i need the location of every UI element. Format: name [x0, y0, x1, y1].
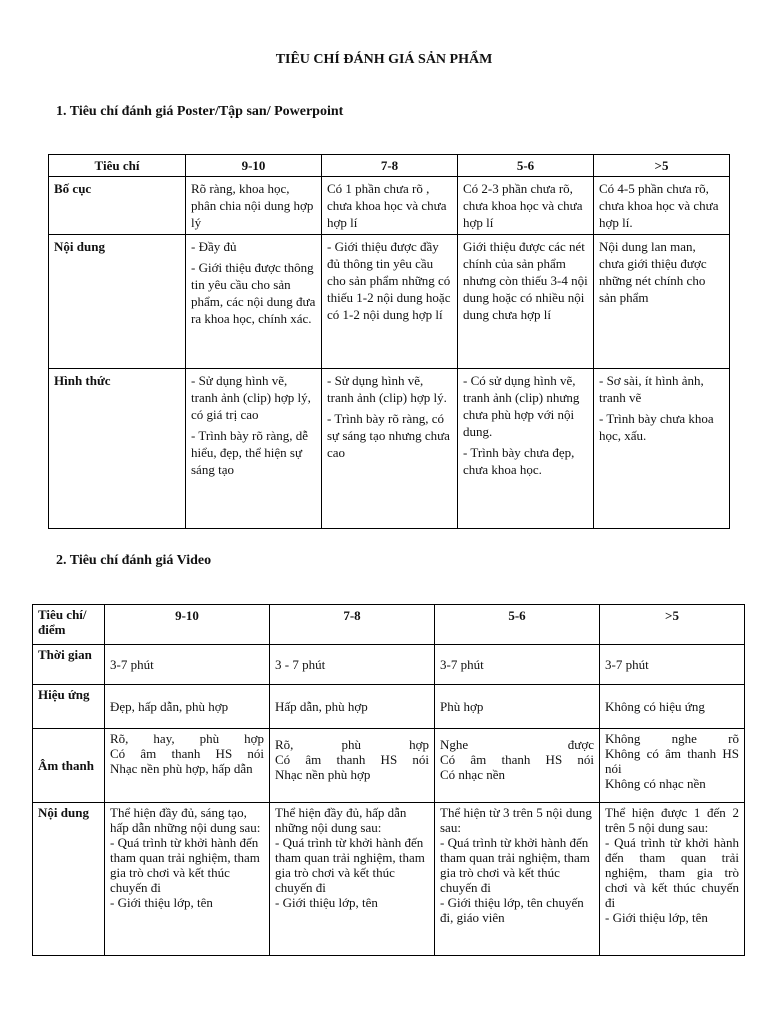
cell-line: Không có âm thanh HS nói: [605, 746, 739, 776]
header-cell: Tiêu chí/ điểm: [33, 605, 105, 645]
cell-line: Rõ, phù hợp: [275, 737, 429, 752]
cell-line: - Quá trình từ khởi hành đến tham quan trải nghiệm, tham gia trò chơi và kết thúc chuyến đi: [605, 835, 739, 910]
table-cell: [600, 729, 745, 803]
cell-line: Nhạc nền phù hợp: [275, 767, 371, 782]
section-2-title: 2. Tiêu chí đánh giá Video: [56, 553, 212, 568]
document-title: TIÊU CHÍ ĐÁNH GIÁ SẢN PHẨM: [275, 52, 493, 67]
cell-text: Rõ ràng, khoa học, phân chia nội dung hợp lý: [191, 181, 314, 230]
cell-text: - Trình bày rõ ràng, dễ hiểu, đẹp, thể hiện sự sáng tạo: [191, 428, 308, 477]
cell-text: - Đầy đủ: [191, 239, 237, 254]
cell-text: Có 4-5 phần chưa rõ, chưa khoa học và chưa hợp lí.: [599, 181, 719, 230]
cell-text: - Giới thiệu được đầy đủ thông tin yêu cầu cho sản phẩm những có thiếu 1-2 nội dung hoặc có 1-2 nội dung hợp lí: [327, 239, 451, 322]
table-cell: [270, 803, 435, 956]
criterion-cell: Nội dung: [33, 803, 105, 956]
cell-text: - Trình bày chưa đẹp, chưa khoa học.: [463, 445, 575, 477]
table-cell: 3-7 phút: [600, 645, 745, 685]
table-cell: [186, 177, 322, 235]
table-cell: [594, 177, 730, 235]
table-cell: [270, 729, 435, 803]
cell-line: Nghe được: [440, 737, 594, 752]
cell-line: Có âm thanh HS nói: [110, 746, 264, 761]
table-row: [33, 803, 745, 956]
table-cell: [594, 369, 730, 529]
table-header-row: [49, 155, 730, 177]
table-cell: 3-7 phút: [435, 645, 600, 685]
table-cell: 3-7 phút: [105, 645, 270, 685]
cell-text: Nội dung lan man, chưa giới thiệu được những nét chính cho sản phẩm: [599, 239, 707, 305]
cell-text: Giới thiệu được các nét chính của sản phẩm nhưng còn thiếu 3-4 nội dung hoặc có nhiều nội dung chưa hợp lí: [463, 239, 588, 322]
header-cell: Tiêu chí: [49, 155, 186, 177]
table-cell: [435, 729, 600, 803]
cell-line: Có nhạc nền: [440, 767, 505, 782]
table-cell: Không có hiệu ứng: [600, 685, 745, 729]
cell-text: - Sử dụng hình vẽ, tranh ảnh (clip) hợp lý, có giá trị cao: [191, 373, 311, 422]
header-cell: 9-10: [105, 605, 270, 645]
cell-line: - Giới thiệu lớp, tên: [605, 910, 708, 925]
table-cell: [458, 235, 594, 369]
table-cell: [105, 729, 270, 803]
table-cell: [105, 803, 270, 956]
cell-line: - Quá trình từ khởi hành đến tham quan trải nghiệm, tham gia trò chơi và kết thúc chuyến đi: [440, 835, 590, 895]
cell-line: Thể hiện đầy đủ, hấp dẫn những nội dung sau:: [275, 805, 407, 835]
table-row: [33, 729, 745, 803]
header-cell: 5-6: [435, 605, 600, 645]
cell-text: - Trình bày chưa khoa học, xấu.: [599, 411, 714, 443]
table-cell: [435, 803, 600, 956]
criterion-cell: Thời gian: [33, 645, 105, 685]
cell-text: Có 2-3 phần chưa rõ, chưa khoa học và chưa hợp lí: [463, 181, 583, 230]
video-criteria-table: [32, 604, 745, 956]
cell-line: - Quá trình từ khởi hành đến tham quan trải nghiệm, tham gia trò chơi và kết thúc chuyến đi: [110, 835, 260, 895]
table-cell: Phù hợp: [435, 685, 600, 729]
header-cell: >5: [600, 605, 745, 645]
header-cell: 5-6: [458, 155, 594, 177]
header-cell: 9-10: [186, 155, 322, 177]
table-cell: [322, 177, 458, 235]
cell-text: - Giới thiệu được thông tin yêu cầu cho sản phẩm, các nội dung đưa ra khoa học, chính xác.: [191, 260, 316, 326]
criterion-cell: Hiệu ứng: [33, 685, 105, 729]
table-cell: [186, 235, 322, 369]
table-header-row: [33, 605, 745, 645]
cell-line: Không có nhạc nền: [605, 776, 706, 791]
header-cell: >5: [594, 155, 730, 177]
cell-line: Không nghe rõ: [605, 731, 739, 746]
table-row: [49, 235, 730, 369]
table-cell: Đẹp, hấp dẫn, phù hợp: [105, 685, 270, 729]
cell-line: Thể hiện được 1 đến 2 trên 5 nội dung sau:: [605, 805, 739, 835]
section-1-title: 1. Tiêu chí đánh giá Poster/Tập san/ Powerpoint: [56, 104, 344, 119]
poster-criteria-table: [48, 154, 730, 529]
cell-line: - Giới thiệu lớp, tên: [110, 895, 213, 910]
cell-line: Có âm thanh HS nói: [440, 752, 594, 767]
cell-line: - Giới thiệu lớp, tên: [275, 895, 378, 910]
cell-text: - Trình bày rõ ràng, có sự sáng tạo nhưng chưa cao: [327, 411, 450, 460]
criterion-cell: Hình thức: [49, 369, 186, 529]
criterion-cell: Nội dung: [49, 235, 186, 369]
header-cell: 7-8: [270, 605, 435, 645]
criterion-cell: Bố cục: [49, 177, 186, 235]
table-row: [49, 177, 730, 235]
cell-line: Rõ, hay, phù hợp: [110, 731, 264, 746]
cell-text: - Có sử dụng hình vẽ, tranh ảnh (clip) nhưng chưa phù hợp với nội dung.: [463, 373, 580, 439]
table-cell: [458, 177, 594, 235]
cell-text: - Sử dụng hình vẽ, tranh ảnh (clip) hợp lý.: [327, 373, 447, 405]
cell-line: Thể hiện từ 3 trên 5 nội dung sau:: [440, 805, 592, 835]
cell-line: Nhạc nền phù hợp, hấp dẫn: [110, 761, 253, 776]
table-cell: Hấp dẫn, phù hợp: [270, 685, 435, 729]
cell-text: Có 1 phần chưa rõ , chưa khoa học và chưa hợp lí: [327, 181, 447, 230]
table-row: [49, 369, 730, 529]
table-row: [33, 685, 745, 729]
table-row: [33, 645, 745, 685]
cell-text: - Sơ sài, ít hình ảnh, tranh vẽ: [599, 373, 704, 405]
cell-line: Thể hiện đầy đủ, sáng tạo, hấp dẫn những nội dung sau:: [110, 805, 261, 835]
table-cell: 3 - 7 phút: [270, 645, 435, 685]
header-cell: 7-8: [322, 155, 458, 177]
cell-line: - Giới thiệu lớp, tên chuyến đi, giáo viên: [440, 895, 584, 925]
criterion-cell: Âm thanh: [33, 729, 105, 803]
table-cell: [458, 369, 594, 529]
table-cell: [322, 369, 458, 529]
table-cell: [186, 369, 322, 529]
cell-line: Có âm thanh HS nói: [275, 752, 429, 767]
table-cell: [600, 803, 745, 956]
table-cell: [594, 235, 730, 369]
cell-line: - Quá trình từ khởi hành đến tham quan trải nghiệm, tham gia trò chơi và kết thúc chuyến đi: [275, 835, 425, 895]
table-cell: [322, 235, 458, 369]
